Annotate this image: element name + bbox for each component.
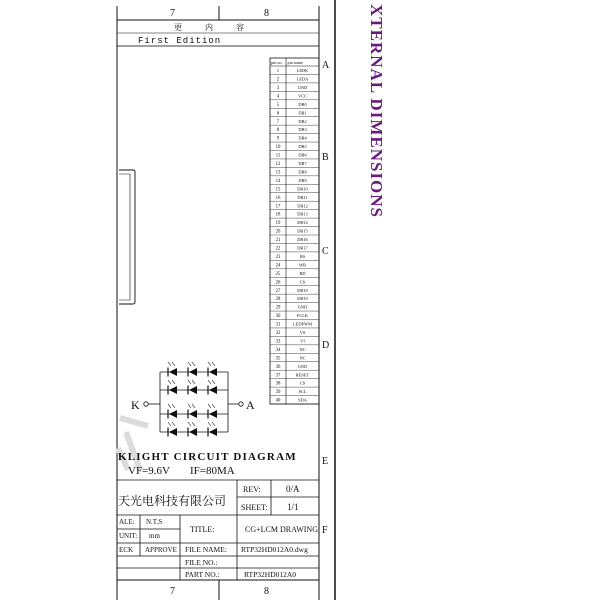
pin-number: 8 bbox=[276, 128, 280, 134]
revision-header-char-3: 容 bbox=[236, 23, 244, 32]
pin-number: 9 bbox=[276, 136, 280, 142]
row-label-e: E bbox=[322, 456, 329, 467]
pin-name: NC bbox=[299, 346, 306, 352]
pin-number: 30 bbox=[275, 314, 281, 320]
title-label: TITLE: bbox=[190, 525, 215, 534]
pin-number: 7 bbox=[276, 119, 280, 125]
pin-number: 16 bbox=[275, 195, 281, 201]
pin-name: DB14 bbox=[297, 220, 308, 226]
pin-name: DB9 bbox=[298, 177, 307, 183]
pin-name: CS bbox=[299, 380, 306, 386]
pin-name: DB12 bbox=[297, 203, 308, 209]
file-no-label: FILE NO.: bbox=[185, 558, 218, 567]
pin-number: 13 bbox=[275, 170, 281, 176]
pin-name: DB7 bbox=[298, 161, 307, 166]
pin-name: DB1 bbox=[298, 110, 307, 116]
pin-number: 20 bbox=[275, 229, 281, 235]
pin-number: 23 bbox=[275, 254, 281, 260]
revision-header-char-2: 内 bbox=[205, 23, 213, 32]
revision-header-char-1: 更 bbox=[174, 23, 182, 32]
pin-number: 18 bbox=[275, 212, 281, 218]
pin-number: 21 bbox=[275, 238, 281, 244]
scale-value: N.T.S bbox=[146, 518, 163, 526]
check-label: ECK bbox=[119, 546, 133, 554]
pin-table bbox=[270, 58, 319, 404]
pin-table-header-name: pin name bbox=[287, 60, 303, 65]
pin-number: 11 bbox=[275, 153, 281, 159]
part-no-label: PART NO.: bbox=[185, 570, 220, 579]
backlight-spec-vf: VF=9.6V bbox=[128, 465, 170, 477]
scale-label: ALE: bbox=[119, 518, 135, 526]
backlight-circuit bbox=[144, 362, 243, 437]
pin-number: 25 bbox=[275, 271, 281, 277]
pin-number: 22 bbox=[275, 246, 281, 252]
row-label-b: B bbox=[322, 152, 329, 163]
row-label-a: A bbox=[322, 60, 330, 71]
pin-name: RS bbox=[299, 253, 306, 259]
pin-number: 4 bbox=[276, 94, 280, 100]
pin-number: 40 bbox=[275, 398, 281, 404]
pin-name: DB15 bbox=[297, 228, 308, 234]
pin-name: DB3 bbox=[298, 127, 307, 133]
backlight-anode-label: A bbox=[246, 398, 255, 412]
unit-label: UNIT: bbox=[119, 532, 138, 540]
pin-name: GND bbox=[297, 304, 308, 310]
pin-name: DB8 bbox=[298, 169, 307, 175]
pin-name: DB2 bbox=[298, 118, 307, 124]
column-label-7-bottom: 7 bbox=[170, 586, 175, 597]
pin-name: VCC bbox=[297, 93, 308, 99]
pin-number: 19 bbox=[275, 221, 281, 227]
pin-number: 6 bbox=[276, 111, 280, 117]
pin-table-header-no: pin no. bbox=[271, 60, 283, 65]
pin-number: 35 bbox=[275, 356, 281, 362]
lcd-outline bbox=[119, 170, 135, 304]
company-name: 天光电科技有限公司 bbox=[118, 494, 227, 508]
approve-label: APPROVE bbox=[145, 546, 177, 554]
row-label-c: C bbox=[322, 246, 329, 257]
pin-name: DB16 bbox=[297, 237, 308, 243]
pin-number: 24 bbox=[275, 263, 281, 269]
pin-name: DB10 bbox=[297, 186, 308, 192]
backlight-cathode-label: K bbox=[131, 398, 140, 412]
pin-name: DB6 bbox=[298, 152, 307, 158]
pin-number: 17 bbox=[275, 204, 281, 210]
pin-name: SCL bbox=[298, 389, 307, 395]
pin-number: 10 bbox=[275, 145, 281, 151]
pin-name: DB11 bbox=[297, 194, 308, 200]
pin-number: 36 bbox=[275, 364, 281, 370]
pin-name: DB19 bbox=[297, 296, 308, 302]
pin-number: 26 bbox=[275, 280, 281, 286]
sheet-value: 1/1 bbox=[287, 502, 299, 512]
file-name-label: FILE NAME: bbox=[185, 545, 227, 554]
title-value: CG+LCM DRAWING bbox=[245, 525, 318, 534]
pin-number: 33 bbox=[275, 339, 281, 345]
pin-number: 28 bbox=[275, 297, 281, 303]
pin-number: 27 bbox=[275, 288, 281, 294]
pin-name: NC bbox=[299, 355, 306, 361]
pin-number: 32 bbox=[275, 331, 281, 336]
pin-name: LEDA bbox=[296, 76, 309, 82]
pin-name: VS bbox=[299, 330, 306, 335]
backlight-spec-if: IF=80MA bbox=[190, 465, 235, 477]
pin-number: 1 bbox=[276, 69, 280, 75]
side-title: XTERNAL DIMENSIONS bbox=[367, 4, 386, 219]
pin-number: 29 bbox=[275, 305, 281, 311]
row-label-d: D bbox=[322, 340, 330, 351]
pin-number: 12 bbox=[275, 162, 281, 167]
pin-name: RESET bbox=[295, 372, 310, 378]
file-name-value: RTP32HD012A0.dwg bbox=[241, 545, 308, 554]
pin-name: DB13 bbox=[297, 211, 308, 217]
pin-name: GND bbox=[297, 84, 308, 90]
pin-number: 37 bbox=[275, 373, 281, 379]
pin-number: 31 bbox=[275, 322, 281, 328]
column-label-8-bottom: 8 bbox=[264, 586, 269, 597]
pin-number: 14 bbox=[275, 178, 281, 184]
pin-name: RD bbox=[299, 270, 306, 276]
pin-name: LEDK bbox=[296, 68, 309, 74]
pin-number: 3 bbox=[276, 85, 280, 91]
pin-name: DB17 bbox=[297, 245, 308, 251]
pin-number: 39 bbox=[275, 390, 281, 396]
pin-name: WR bbox=[298, 262, 307, 268]
part-no-value: RTP32HD012A0 bbox=[244, 570, 297, 579]
pin-name: GND bbox=[297, 363, 308, 369]
pin-number: 34 bbox=[275, 347, 281, 353]
sheet-label: SHEET: bbox=[241, 503, 268, 512]
rev-value: 0/A bbox=[286, 484, 300, 494]
column-label-7: 7 bbox=[170, 8, 175, 19]
pin-number: 38 bbox=[275, 381, 281, 387]
pin-name: FCLK bbox=[296, 313, 309, 319]
pin-name: DB0 bbox=[298, 101, 307, 107]
pin-name: DB18 bbox=[297, 287, 308, 293]
pin-name: CS bbox=[299, 279, 306, 285]
column-label-8: 8 bbox=[264, 8, 269, 19]
pin-name: LEDPWM bbox=[292, 321, 313, 327]
revision-entry: First Edition bbox=[138, 36, 222, 46]
pin-name: DB5 bbox=[298, 144, 307, 150]
unit-value: mm bbox=[149, 532, 160, 540]
pin-name: VI bbox=[300, 338, 305, 344]
rev-label: REV: bbox=[243, 485, 261, 494]
backlight-title: KLIGHT CIRCUIT DIAGRAM bbox=[118, 451, 297, 463]
pin-name: DB4 bbox=[298, 135, 307, 141]
pin-name: SDA bbox=[298, 397, 307, 403]
pin-number: 5 bbox=[276, 102, 280, 108]
pin-number: 15 bbox=[275, 187, 281, 193]
revision-block bbox=[117, 20, 319, 46]
row-label-f: F bbox=[322, 525, 328, 536]
pin-number: 2 bbox=[276, 77, 280, 83]
